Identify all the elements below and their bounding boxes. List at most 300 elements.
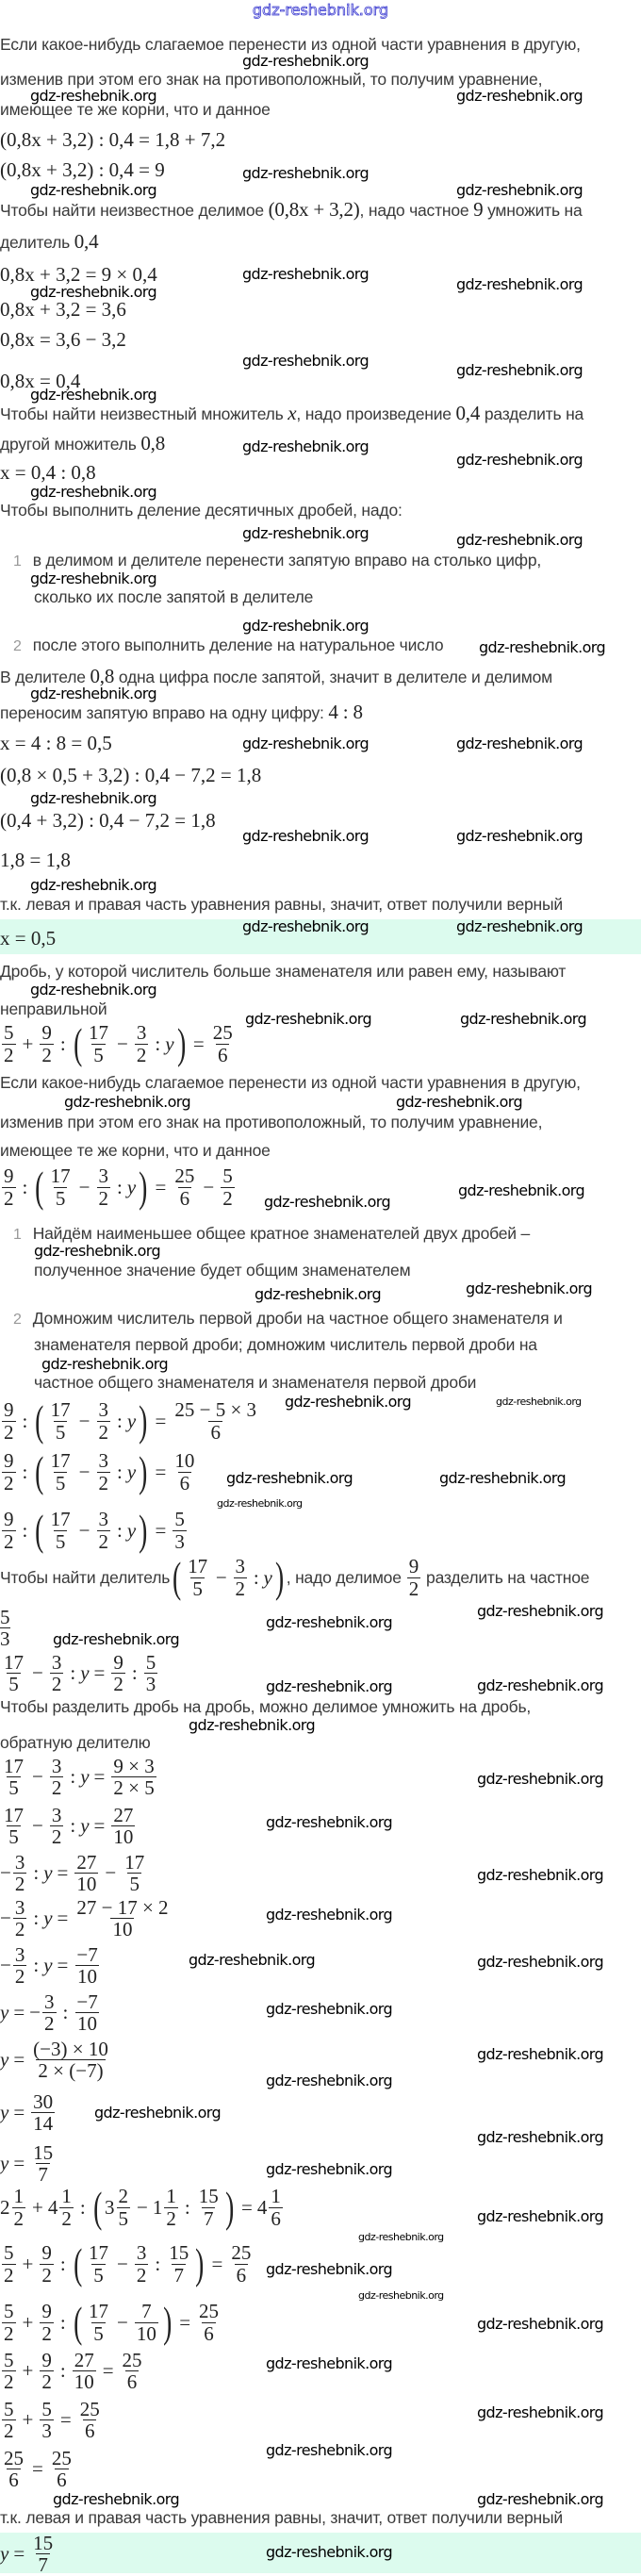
watermark: gdz-reshebnik.org xyxy=(242,265,370,283)
math-token: 2 xyxy=(98,1186,109,1210)
math-token: y xyxy=(126,1409,137,1432)
rule-text: Если какое-нибудь слагаемое перенести из одной части уравнения в другую, xyxy=(0,1073,581,1092)
math-token: 2 xyxy=(41,2263,52,2287)
watermark: gdz-reshebnik.org xyxy=(479,638,606,656)
fraction xyxy=(173,1399,258,1442)
fraction xyxy=(186,1556,209,1598)
math-token: 2 xyxy=(136,2263,147,2287)
math-token: : xyxy=(155,2252,161,2275)
math-inline: 0,4 xyxy=(455,402,481,424)
math-token: 9 × 3 xyxy=(113,1755,155,1777)
math-token: 2 xyxy=(4,1420,14,1444)
equation: x = 4 : 8 = 0,5 xyxy=(0,732,112,754)
math-token: 2 xyxy=(98,1529,109,1553)
equation xyxy=(0,2091,57,2134)
math-token: ( xyxy=(173,1553,182,1601)
math-token: 17 xyxy=(50,1398,71,1422)
watermark: gdz-reshebnik.org xyxy=(242,917,370,935)
math-token: − xyxy=(78,1518,90,1542)
watermark: gdz-reshebnik.org xyxy=(439,1469,567,1487)
fraction xyxy=(2,1509,16,1551)
math-token: 2 xyxy=(222,1186,233,1210)
fraction xyxy=(173,1509,187,1551)
watermark: gdz-reshebnik.org xyxy=(477,2128,604,2146)
math-token: 3 xyxy=(145,1673,156,1696)
rule-part: одна цифра после запятой, значит в делителе и делимом xyxy=(118,668,552,686)
math-token: ( xyxy=(73,1019,82,1067)
math-token: 2 xyxy=(51,1776,62,1800)
math-token: = xyxy=(211,2252,223,2275)
math-token: = xyxy=(59,2408,72,2432)
math-token: 2 xyxy=(4,1186,14,1210)
math-token: 3 xyxy=(235,1555,245,1578)
math-token: 10 xyxy=(174,1449,195,1473)
math-token: − xyxy=(32,1765,43,1789)
fraction xyxy=(211,1022,235,1065)
rule-text: Дробь, у которой числитель больше знаменателя или равен ему, называют xyxy=(0,962,567,981)
math-inline: 9 xyxy=(473,198,484,221)
watermark: gdz-reshebnik.org xyxy=(456,181,583,199)
fraction xyxy=(50,1756,64,1798)
list-number: 1 xyxy=(13,553,22,570)
rule-text: Чтобы разделить дробь на дробь, можно делимое умножить на дробь, xyxy=(0,1697,532,1716)
fraction xyxy=(13,1944,27,1987)
watermark: gdz-reshebnik.org xyxy=(242,352,370,370)
watermark: gdz-reshebnik.org xyxy=(30,981,157,999)
watermark: gdz-reshebnik.org xyxy=(242,735,370,752)
fraction xyxy=(144,1652,158,1694)
rule-text: изменив при этом его знак на противоположный, то получим уравнение, xyxy=(0,70,543,89)
math-token: 25 xyxy=(199,2300,220,2323)
math-token: 3 xyxy=(44,1990,55,2013)
math-token: ( xyxy=(73,2239,82,2287)
math-token: 15 xyxy=(169,2241,189,2265)
fraction xyxy=(74,1991,99,2034)
watermark: gdz-reshebnik.org xyxy=(30,181,157,199)
math-token: 2 xyxy=(13,2206,24,2230)
equation xyxy=(0,1652,159,1694)
fraction xyxy=(167,2242,190,2285)
math-token: 6 xyxy=(179,1186,190,1210)
equation xyxy=(0,2039,112,2081)
fraction xyxy=(164,2186,178,2228)
math-token: y xyxy=(165,1032,174,1055)
watermark: gdz-reshebnik.org xyxy=(477,2490,604,2508)
math-token: −7 xyxy=(76,1943,98,1966)
math-token: : xyxy=(117,1409,123,1432)
math-token: 17 xyxy=(4,1755,24,1777)
math-token: : xyxy=(33,1907,40,1930)
watermark: gdz-reshebnik.org xyxy=(456,531,583,549)
equation xyxy=(0,2448,75,2490)
math-token: = xyxy=(179,2310,191,2334)
math-token: ) xyxy=(162,2298,173,2346)
math-token: 5 xyxy=(118,2206,129,2230)
math-token: 14 xyxy=(33,2112,54,2136)
rule-text: имеющее те же корни, что и данное xyxy=(0,1141,271,1160)
list-number: 2 xyxy=(13,1312,22,1328)
equation: 1,8 = 1,8 xyxy=(0,849,71,871)
math-token: (−3) × 10 xyxy=(33,2038,108,2060)
math-token: + xyxy=(22,2310,34,2334)
equation xyxy=(0,1447,198,1495)
watermark: gdz-reshebnik.org xyxy=(30,386,157,404)
fraction xyxy=(40,2301,54,2343)
watermark: gdz-reshebnik.org xyxy=(477,1770,604,1788)
rule-text: имеющее те же корни, что и данное xyxy=(0,100,271,119)
fraction xyxy=(2,2350,16,2392)
math-token: 6 xyxy=(84,2419,95,2443)
watermark: gdz-reshebnik.org xyxy=(477,1953,604,1971)
rule-text xyxy=(0,1553,590,1601)
rule-text: обратную делителю xyxy=(0,1733,151,1752)
math-inline: 0,8 xyxy=(90,665,115,687)
math-token: − xyxy=(0,1954,11,1977)
math-token: 17 xyxy=(89,2241,109,2265)
watermark: gdz-reshebnik.org xyxy=(466,1280,593,1297)
fraction xyxy=(135,2242,149,2285)
rule-part: , надо делимое xyxy=(286,1567,402,1587)
watermark: gdz-reshebnik.org xyxy=(266,2441,393,2459)
watermark: gdz-reshebnik.org xyxy=(456,87,583,105)
math-token: − xyxy=(29,2001,41,2024)
math-token: 9 xyxy=(408,1555,419,1578)
math-token: 4 xyxy=(47,2195,58,2219)
math-token: 5 xyxy=(129,1873,140,1896)
math-token: 3 xyxy=(14,1851,25,1874)
math-token: 5 xyxy=(55,1186,66,1210)
math-token: y xyxy=(0,2101,9,2124)
watermark: gdz-reshebnik.org xyxy=(477,1866,604,1884)
math-token: = xyxy=(13,2001,25,2024)
fraction xyxy=(135,2301,158,2343)
math-inline: (0,8x + 3,2) xyxy=(268,198,360,221)
math-token: 6 xyxy=(271,2206,281,2230)
rule-text: Если какое-нибудь слагаемое перенести из одной части уравнения в другую, xyxy=(0,35,581,54)
list-text: Домножим числитель первой дроби на частное общего знаменателя и xyxy=(32,1309,563,1328)
watermark: gdz-reshebnik.org xyxy=(64,1093,191,1111)
math-token: 5 xyxy=(4,2398,14,2420)
math-token: : xyxy=(33,1954,40,1977)
math-token: 15 xyxy=(33,2532,54,2554)
math-token: = xyxy=(13,2048,25,2072)
math-token: 5 xyxy=(8,1673,19,1696)
equation xyxy=(0,2183,285,2231)
fraction xyxy=(87,1022,110,1065)
watermark: gdz-reshebnik.org xyxy=(30,685,157,702)
rule-text: изменив при этом его знак на противоположный, то получим уравнение, xyxy=(0,1113,543,1131)
equation: 0,8x + 3,2 = 3,6 xyxy=(0,298,126,321)
rule-part: разделить на xyxy=(484,405,584,423)
math-token: 7 xyxy=(38,2163,48,2187)
watermark: gdz-reshebnik.org xyxy=(30,283,157,301)
equation: (0,8x + 3,2) : 0,4 = 1,8 + 7,2 xyxy=(0,128,226,151)
verdict-text: т.к. левая и правая часть уравнения равны, значит, ответ получили верный xyxy=(0,2508,563,2527)
rule-part: Чтобы найти неизвестное делимое xyxy=(0,201,264,220)
math-token: : xyxy=(253,1565,259,1589)
math-token: 17 xyxy=(4,1804,24,1826)
watermark: gdz-reshebnik.org xyxy=(266,1677,393,1695)
rule-part: Чтобы найти неизвестный множитель xyxy=(0,405,284,423)
math-token: 27 xyxy=(74,2349,94,2371)
math-token: 25 xyxy=(4,2447,24,2469)
math-token: 9 xyxy=(41,2300,52,2323)
math-token: ( xyxy=(35,1396,44,1445)
math-token: 10 xyxy=(136,2321,156,2345)
math-token: 2 xyxy=(51,1825,62,1849)
math-token: 3 xyxy=(98,1398,109,1422)
fraction xyxy=(87,2242,110,2285)
fraction xyxy=(111,1756,156,1798)
math-token: − xyxy=(32,1661,43,1685)
math-token: 1 xyxy=(166,2185,176,2208)
watermark: gdz-reshebnik.org xyxy=(477,1602,604,1620)
math-token: 9 xyxy=(113,1651,123,1674)
math-token: : xyxy=(117,1518,123,1542)
watermark: gdz-reshebnik.org xyxy=(94,2104,222,2122)
fraction xyxy=(97,1450,111,1493)
math-token: − xyxy=(117,2310,128,2334)
math-token: y xyxy=(126,1175,137,1198)
math-token: = xyxy=(155,1460,167,1483)
math-token: ) xyxy=(139,1447,148,1495)
math-token: 3 xyxy=(136,2241,147,2265)
math-token: 3 xyxy=(51,1755,62,1777)
math-token: −7 xyxy=(76,1990,98,2013)
math-token: 10 xyxy=(77,1965,98,1989)
math-token: = xyxy=(241,2195,253,2219)
watermark: gdz-reshebnik.org xyxy=(358,2231,444,2243)
math-token: : xyxy=(22,1460,28,1483)
math-token: = xyxy=(102,2359,114,2383)
watermark: gdz-reshebnik.org xyxy=(458,1181,585,1199)
math-token: 27 xyxy=(76,1851,97,1874)
watermark: gdz-reshebnik.org xyxy=(226,1469,353,1487)
math-token: 4 xyxy=(256,2195,268,2219)
fraction xyxy=(49,1450,73,1493)
watermark: gdz-reshebnik.org xyxy=(242,438,370,455)
fraction xyxy=(269,2186,283,2228)
watermark: gdz-reshebnik.org xyxy=(266,1906,393,1924)
fraction xyxy=(42,1991,57,2034)
rule-text xyxy=(0,402,583,425)
math-inline: 0,8 xyxy=(140,432,166,454)
fraction xyxy=(13,1897,27,1940)
math-token: ) xyxy=(139,1163,148,1211)
equation xyxy=(0,1805,137,1847)
math-token: : xyxy=(117,1175,123,1198)
math-token: 3 xyxy=(98,1164,109,1188)
fraction xyxy=(2,1399,16,1442)
fraction xyxy=(2,1165,16,1208)
watermark: gdz-reshebnik.org xyxy=(264,1193,391,1211)
fraction xyxy=(31,2142,55,2185)
math-token: 3 xyxy=(51,1804,62,1826)
math-token: + xyxy=(22,2252,34,2275)
rule-part: , надо частное xyxy=(359,201,469,220)
math-token: 10 xyxy=(74,2370,94,2394)
math-token: 2 xyxy=(4,1529,14,1553)
math-token: − xyxy=(0,1907,11,1930)
math-token: 2 xyxy=(98,1471,109,1494)
watermark: gdz-reshebnik.org xyxy=(456,827,583,845)
math-token: + xyxy=(22,2359,34,2383)
watermark: gdz-reshebnik.org xyxy=(30,483,157,501)
math-token: 10 xyxy=(77,2012,98,2036)
equation xyxy=(0,1991,102,2034)
math-token: 5 xyxy=(55,1420,66,1444)
math-token: 1 xyxy=(13,2185,24,2208)
watermark: gdz-reshebnik.org xyxy=(34,1242,161,1260)
equation xyxy=(0,1852,148,1894)
math-token: − xyxy=(78,1175,90,1198)
watermark: gdz-reshebnik.org xyxy=(242,164,370,182)
math-token: 15 xyxy=(33,2141,54,2164)
math-token: y xyxy=(0,2152,9,2175)
list-number: 2 xyxy=(13,638,22,654)
watermark: gdz-reshebnik.org xyxy=(456,275,583,293)
fraction xyxy=(2,1450,16,1493)
rule-part: В делителе xyxy=(0,668,86,686)
math-token: = xyxy=(13,2542,25,2566)
math-inline: 0,4 xyxy=(74,230,99,253)
watermark: gdz-reshebnik.org xyxy=(53,2490,180,2508)
fraction xyxy=(197,2301,221,2343)
math-token: 17 xyxy=(50,1449,71,1473)
fraction xyxy=(78,2399,102,2441)
math-token: y xyxy=(0,2542,9,2566)
math-token: 5 xyxy=(4,2241,14,2265)
watermark: gdz-reshebnik.org xyxy=(242,524,370,542)
math-token: 2 xyxy=(136,1043,147,1066)
math-token: 25 xyxy=(231,2241,252,2265)
math-token: 2 xyxy=(44,2012,55,2036)
fraction xyxy=(49,1399,73,1442)
math-token: − xyxy=(203,1175,215,1198)
equation: 0,8x = 3,6 − 3,2 xyxy=(0,328,126,351)
math-token: 2 xyxy=(4,1471,14,1494)
math-token: : xyxy=(131,1661,138,1685)
math-token: ) xyxy=(139,1396,148,1445)
math-token: 3 xyxy=(51,1651,62,1674)
math-token: : xyxy=(117,1460,123,1483)
math-token: : xyxy=(59,2359,66,2383)
fraction xyxy=(111,1805,135,1847)
math-token: 5 xyxy=(8,1825,19,1849)
math-token: 5 xyxy=(93,2263,104,2287)
math-token: y xyxy=(43,1861,53,1885)
list-text: Найдём наименьшее общее кратное знаменателей двух дробей – xyxy=(32,1224,531,1243)
math-token: 2 xyxy=(166,2206,176,2230)
watermark: gdz-reshebnik.org xyxy=(358,2289,444,2302)
watermark: gdz-reshebnik.org xyxy=(496,1395,582,1408)
math-token: = xyxy=(155,1175,167,1198)
fraction xyxy=(229,2242,253,2285)
watermark: gdz-reshebnik.org xyxy=(460,1010,587,1028)
watermark: gdz-reshebnik.org xyxy=(285,1393,412,1411)
rule-text xyxy=(0,198,583,222)
math-token: 5 xyxy=(174,1508,185,1531)
fraction xyxy=(407,1556,420,1598)
math-token: 3 xyxy=(98,1449,109,1473)
watermark: gdz-reshebnik.org xyxy=(477,1676,604,1694)
fraction xyxy=(117,2186,131,2228)
verdict-text: т.к. левая и правая часть уравнения равны, значит, ответ получили верный xyxy=(0,895,563,914)
math-token: 15 xyxy=(198,2185,219,2208)
fraction xyxy=(2,1022,16,1065)
fraction xyxy=(74,1852,98,1894)
math-token: : xyxy=(155,1032,161,1055)
math-token: y xyxy=(0,2001,9,2024)
fraction xyxy=(111,1652,125,1694)
fraction xyxy=(97,1399,111,1442)
math-token: 6 xyxy=(204,2321,214,2345)
math-token: 5 xyxy=(93,1043,104,1066)
math-token: − xyxy=(105,1861,117,1885)
math-token: 2 xyxy=(118,2185,129,2208)
math-token: 30 xyxy=(33,2090,54,2113)
math-token: ( xyxy=(35,1447,44,1495)
list-item xyxy=(13,1224,530,1244)
math-token: 3 xyxy=(14,1943,25,1966)
watermark: gdz-reshebnik.org xyxy=(245,1010,372,1028)
math-token: − xyxy=(215,1565,227,1589)
watermark: gdz-reshebnik.org xyxy=(477,2045,604,2063)
math-token: 2 xyxy=(0,2195,10,2219)
math-token: 6 xyxy=(57,2469,67,2492)
math-token: 2 xyxy=(4,2263,14,2287)
math-token: 2 xyxy=(41,2370,52,2394)
fraction xyxy=(40,2399,54,2441)
math-token: 9 xyxy=(4,1398,14,1422)
list-item xyxy=(13,1309,563,1329)
math-token: = xyxy=(32,2457,43,2481)
math-token: + xyxy=(32,2195,43,2219)
fraction xyxy=(50,2448,74,2490)
math-token: 10 xyxy=(113,1825,134,1849)
watermark: gdz-reshebnik.org xyxy=(30,876,157,894)
math-token: : xyxy=(59,1032,66,1055)
equation xyxy=(0,2350,146,2392)
fraction xyxy=(197,2186,221,2228)
fraction xyxy=(97,1165,111,1208)
math-token: = xyxy=(155,1409,167,1432)
math-token: 27 − 17 × 2 xyxy=(76,1896,169,1919)
math-token: 1 xyxy=(271,2185,281,2208)
watermark: gdz-reshebnik.org xyxy=(266,2543,393,2561)
fraction xyxy=(13,1852,27,1894)
fraction xyxy=(50,1652,64,1694)
math-token: y xyxy=(80,1661,90,1685)
math-token: y xyxy=(43,1907,53,1930)
math-token: − xyxy=(78,1460,90,1483)
equation: 0,8x + 3,2 = 9 × 0,4 xyxy=(0,263,157,286)
math-token: : xyxy=(33,1861,40,1885)
watermark: gdz-reshebnik.org xyxy=(242,617,370,635)
math-token: = xyxy=(93,1814,106,1838)
fraction xyxy=(173,1450,196,1493)
math-token: 25 xyxy=(212,1021,233,1045)
fraction xyxy=(2,2399,16,2441)
math-token: 2 xyxy=(51,1673,62,1696)
math-token: ( xyxy=(35,1163,44,1211)
equation: 0,8x = 0,4 xyxy=(0,370,81,392)
math-token: 6 xyxy=(179,1471,190,1494)
math-token: : xyxy=(59,2252,66,2275)
math-token: + xyxy=(22,2408,34,2432)
list-item xyxy=(13,636,443,655)
fraction xyxy=(12,2186,26,2228)
